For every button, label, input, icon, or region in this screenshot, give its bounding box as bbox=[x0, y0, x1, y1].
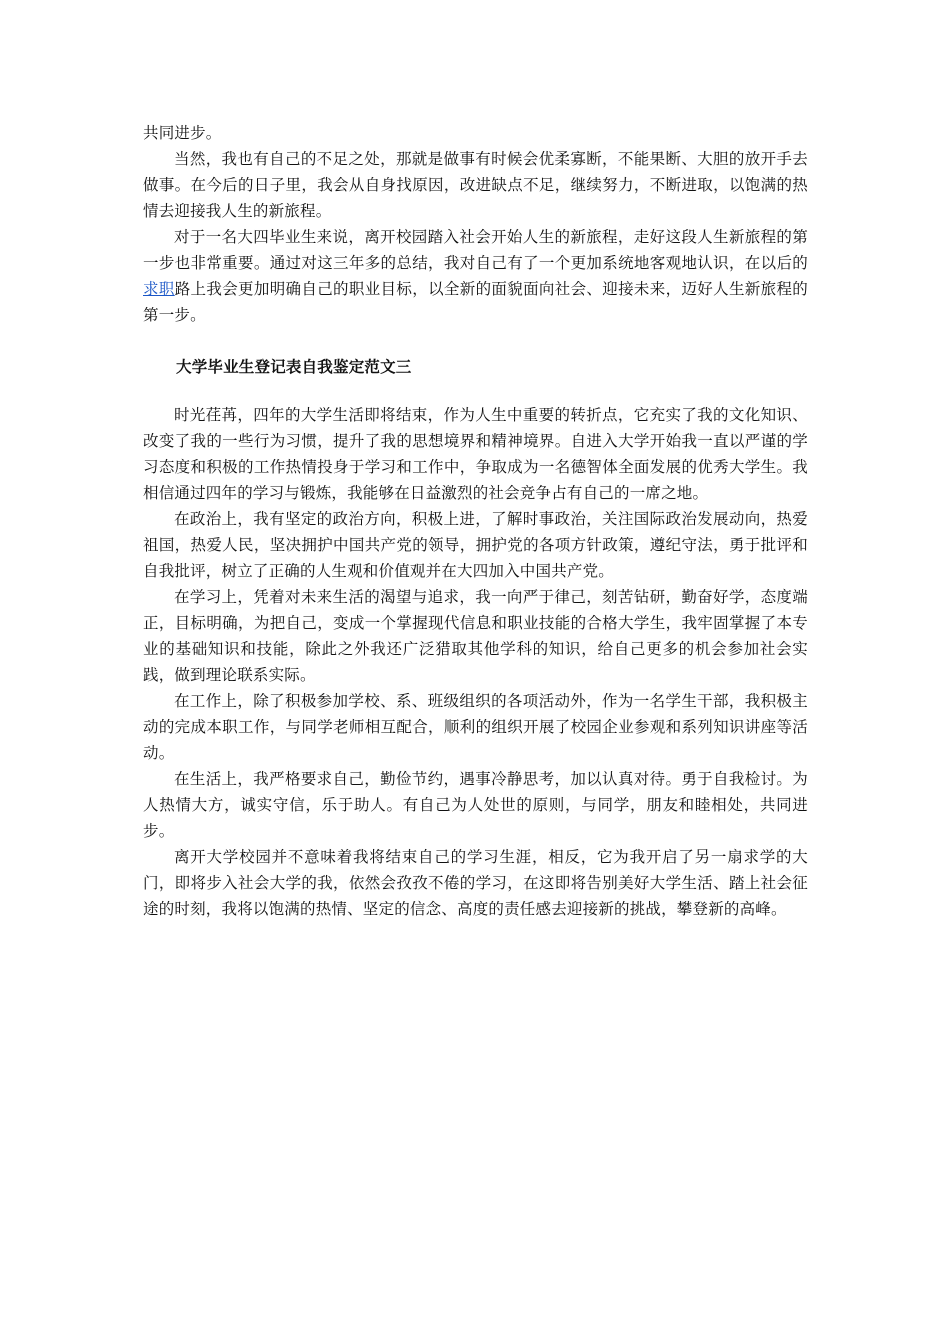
paragraph-politics: 在政治上，我有坚定的政治方向，积极上进，了解时事政治，关注国际政治发展动向，热爱祖国，热爱人民，坚决拥护中国共产党的领导，拥护党的各项方针政策，遵纪守法，勇于批评和自我批评，树立了正确的人生观和价值观并在大四加入中国共产党。 bbox=[143, 510, 808, 580]
document-body bbox=[143, 120, 808, 922]
section-title: 大学毕业生登记表自我鉴定范文三 bbox=[176, 357, 412, 376]
paragraph-text-before-link: 对于一名大四毕业生来说，离开校园踏入社会开始人生的新旅程，走好这段人生新旅程的第一步也非常重要。通过对这三年多的总结，我对自己有了一个更加系统地客观地认识，在以后的 bbox=[143, 228, 808, 272]
paragraph-shortcomings: 当然，我也有自己的不足之处，那就是做事有时候会优柔寡断，不能果断、大胆的放开手去做事。在今后的日子里，我会从自身找原因，改进缺点不足，继续努力，不断进取，以饱满的热情去迎接我人生的新旅程。 bbox=[143, 150, 808, 220]
paragraph-text-after-link: 路上我会更加明确自己的职业目标，以全新的面貌面向社会、迎接未来，迈好人生新旅程的第一步。 bbox=[143, 280, 808, 324]
paragraph-study: 在学习上，凭着对未来生活的渴望与追求，我一向严于律己，刻苦钻研，勤奋好学，态度端正，目标明确，为把自己，变成一个掌握现代信息和职业技能的合格大学生，我牢固掌握了本专业的基础知识和技能，除此之外我还广泛猎取其他学科的知识，给自己更多的机会参加社会实践，做到理论联系实际。 bbox=[143, 588, 808, 684]
paragraph-conclusion: 离开大学校园并不意味着我将结束自己的学习生涯，相反，它为我开启了另一扇求学的大门，即将步入社会大学的我，依然会孜孜不倦的学习，在这即将告别美好大学生活、踏上社会征途的时刻，我将以饱满的热情、坚定的信念、高度的责任感去迎接新的挑战，攀登新的高峰。 bbox=[143, 848, 808, 918]
paragraph-life: 在生活上，我严格要求自己，勤俭节约，遇事冷静思考，加以认真对待。勇于自我检讨。为人热情大方，诚实守信，乐于助人。有自己为人处世的原则，与同学，朋友和睦相处，共同进步。 bbox=[143, 770, 808, 840]
opening-fragment: 共同进步。 bbox=[143, 124, 222, 142]
job-search-link[interactable]: 求职 bbox=[143, 280, 175, 298]
paragraph-graduate-journey bbox=[143, 224, 808, 328]
paragraph-intro: 时光荏苒，四年的大学生活即将结束，作为人生中重要的转折点，它充实了我的文化知识、改变了我的一些行为习惯，提升了我的思想境界和精神境界。自进入大学开始我一直以严谨的学习态度和积极的工作热情投身于学习和工作中，争取成为一名德智体全面发展的优秀大学生。我相信通过四年的学习与锻炼，我能够在日益激烈的社会竞争占有自己的一席之地。 bbox=[143, 406, 808, 502]
paragraph-work: 在工作上，除了积极参加学校、系、班级组织的各项活动外，作为一名学生干部，我积极主动的完成本职工作，与同学老师相互配合，顺利的组织开展了校园企业参观和系列知识讲座等活动。 bbox=[143, 692, 808, 762]
